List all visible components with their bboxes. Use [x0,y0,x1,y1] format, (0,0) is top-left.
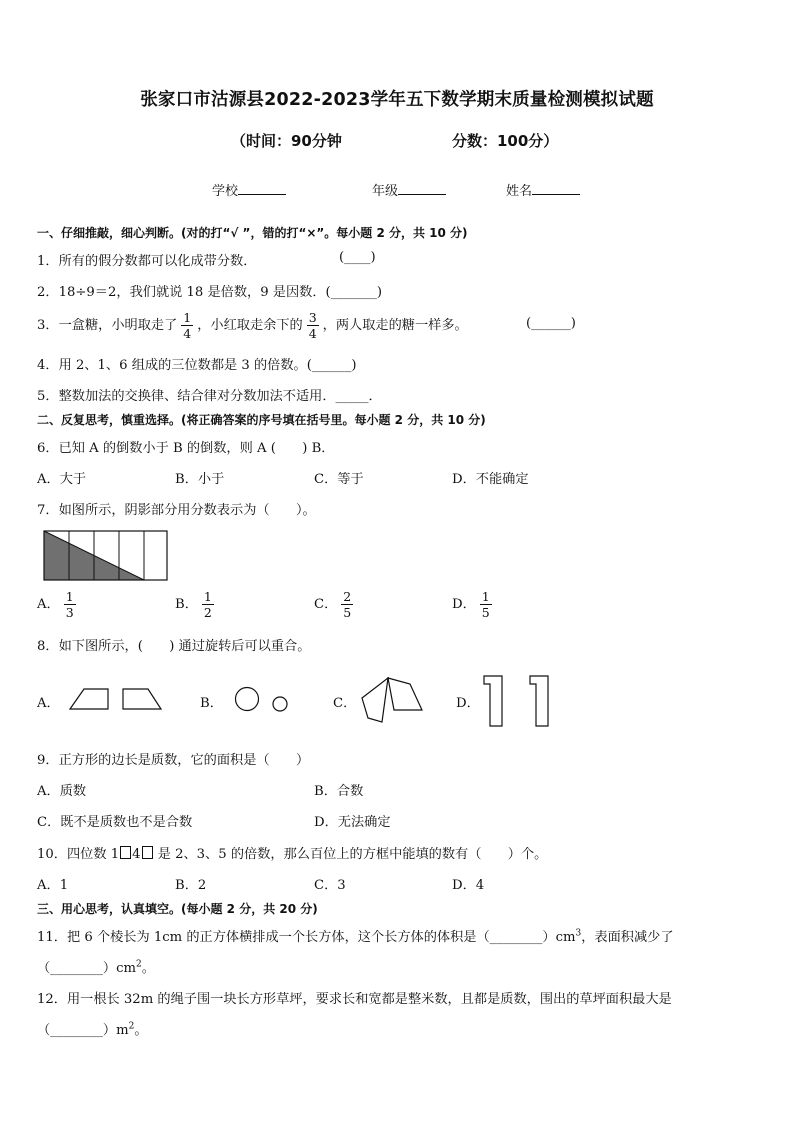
page-title: 张家口市沽源县2022-2023学年五下数学期末质量检测模拟试题 [140,90,654,110]
quadrilateral-pair-figure[interactable] [360,676,424,724]
question-9: 9．正方形的边长是质数，它的面积是（ ） [37,753,310,768]
question-7-option-b[interactable]: B． $\frac{1}{2}$ [175,589,212,621]
small-circle [273,697,287,711]
fraction-option-a: $\frac{1}{3}$ [65,589,74,621]
shaded-rectangle-figure [44,531,168,581]
question-8-option-c-label[interactable]: C． [333,696,357,711]
question-3-text-c: ，两人取走的糖一样多。 [322,318,468,334]
l-shape [484,676,502,726]
question-9-option-c[interactable]: C．既不是质数也不是合数 [37,815,193,830]
question-5: 5．整数加法的交换律、结合律对分数加法不适用．_____． [37,389,382,404]
question-9-option-b[interactable]: B．合数 [314,784,364,799]
fraction-three-quarters: $\frac{3}{4}$ [308,310,317,342]
section3-heading: 三、用心思考，认真填空。(每小题 2 分，共 20 分) [37,902,318,916]
fraction-option-b: $\frac{1}{2}$ [203,589,212,621]
quadrilateral-shape [362,678,388,722]
question-3-blank[interactable]: (______) [526,316,576,331]
question-7-option-d[interactable]: D． $\frac{1}{5}$ [452,589,490,621]
grade-label: 年级 [372,184,399,199]
question-6-option-d[interactable]: D．不能确定 [452,472,529,487]
quadrilateral-shape [388,678,422,710]
question-7: 7．如图所示，阴影部分用分数表示为（ ）。 [37,503,316,518]
grade-blank[interactable] [398,182,446,195]
question-11-continued: $(\_\_\_\_\_\_\_\_)cm^2$。 [37,959,155,976]
question-12: 12．用一根长 32m 的绳子围一块长方形草坪，要求长和宽都是整米数，且都是质数，围出的草坪面积最大是 [37,992,672,1007]
trapezoid-pair-figure[interactable] [68,687,163,711]
question-6-option-b[interactable]: B．小于 [175,472,225,487]
question-8-option-d-label[interactable]: D． [456,696,480,711]
question-1-blank[interactable]: (____) [339,250,376,265]
name-blank[interactable] [532,182,580,195]
question-12-continued: $(\_\_\_\_\_\_\_\_)m^2$。 [37,1021,148,1038]
question-9-option-a[interactable]: A．质数 [37,784,87,799]
question-10: 10．四位数 1 4 是 2、3、5 的倍数，那么百位上的方框中能填的数有（ ）个。 [37,847,548,862]
question-8-option-a-label[interactable]: A． [37,696,60,711]
question-8-option-b-label[interactable]: B． [200,696,223,711]
question-8: 8．如下图所示，( ) 通过旋转后可以重合。 [37,639,311,654]
question-1-text: 1．所有的假分数都可以化成带分数． [37,254,257,269]
circle-pair-figure[interactable] [234,686,294,714]
l-shape-pair-figure[interactable] [482,674,552,728]
question-10-option-d[interactable]: D．4 [452,878,485,893]
question-6-option-c[interactable]: C．等于 [314,472,364,487]
question-10-option-c[interactable]: C．3 [314,878,346,893]
digit-box [142,846,153,859]
section1-heading: 一、仔细推敲，细心判断。(对的打“√ ”，错的打“×”。每小题 2 分，共 10 分) [37,226,468,240]
question-3-text-a: 3．一盒糖，小明取走了 [37,318,178,334]
question-6: 6．已知 A 的倒数小于 B 的倒数，则 A ( ) B． [37,441,335,456]
digit-box [120,846,131,859]
section2-heading: 二、反复思考，慎重选择。(将正确答案的序号填在括号里。每小题 2 分，共 10 分) [37,413,486,427]
name-label: 姓名 [506,184,533,199]
question-7-option-a[interactable]: A． $\frac{1}{3}$ [37,589,74,621]
fraction-option-c: $\frac{2}{5}$ [343,589,352,621]
grade-field[interactable] [372,180,446,199]
question-10-option-a[interactable]: A．1 [37,878,69,893]
question-7-option-c[interactable]: C． $\frac{2}{5}$ [314,589,352,621]
question-9-option-d[interactable]: D．无法确定 [314,815,391,830]
l-shape [530,676,548,726]
school-label: 学校 [212,184,239,199]
trapezoid-shape [123,689,161,709]
question-10-option-b[interactable]: B．2 [175,878,207,893]
question-2: 2．18÷9＝2，我们就说 18 是倍数，9 是因数．(_______) [37,285,383,300]
question-4: 4．用 2、1、6 组成的三位数都是 3 的倍数。(______) [37,358,357,373]
question-6-option-a[interactable]: A．大于 [37,472,87,487]
trapezoid-shape [70,689,108,709]
question-11: 11．把 6 个棱长为 1cm 的正方体横排成一个长方体，这个长方体的体积是$(\_\_\_\_\_\_\_\_)cm^3$，表面积减少了 [37,928,674,945]
fraction-one-quarter: $\frac{1}{4}$ [183,310,192,342]
large-circle [236,688,259,711]
question-1 [37,250,256,269]
school-field[interactable] [212,180,286,199]
time-info: （时间：90分钟 [231,132,342,150]
school-blank[interactable] [238,182,286,195]
fraction-option-d: $\frac{1}{5}$ [481,589,490,621]
name-field[interactable] [506,180,580,199]
score-info: 分数：100分） [452,132,559,150]
question-3-text-b: ，小红取走余下的 [197,318,303,334]
question-3 [37,311,468,340]
